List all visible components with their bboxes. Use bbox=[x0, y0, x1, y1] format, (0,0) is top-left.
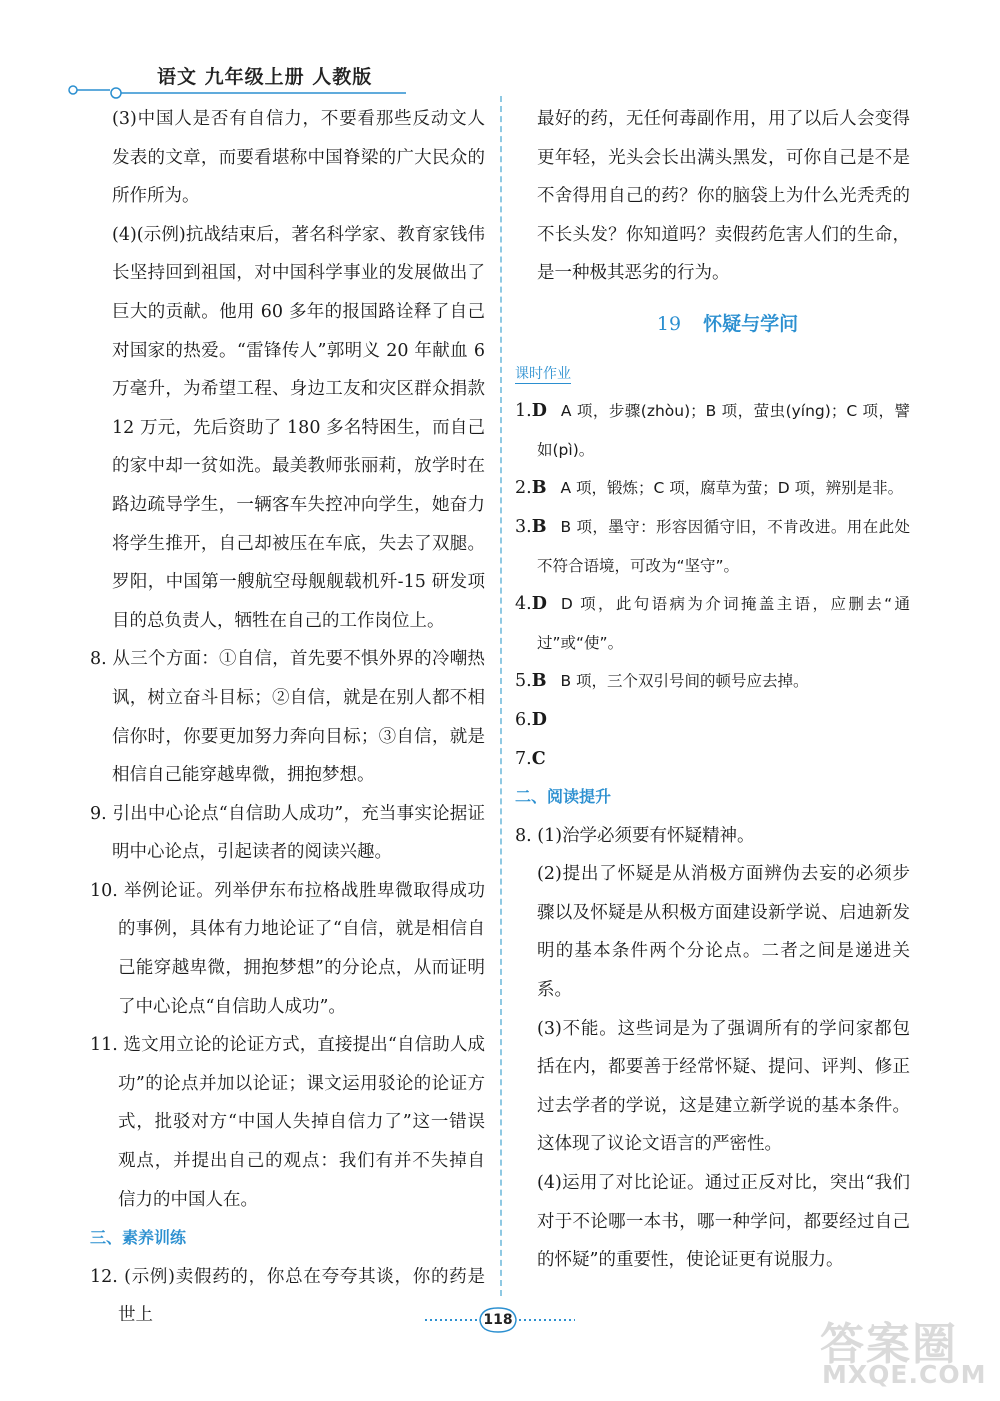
page-number-badge bbox=[425, 1306, 575, 1338]
answer-letter: C bbox=[531, 748, 546, 769]
mc-answer-6 bbox=[515, 701, 910, 740]
answer-letter: D bbox=[531, 401, 547, 422]
watermark-logo bbox=[820, 1308, 995, 1393]
reading-answer-8-4: (4)运用了对比论证。通过正反对比，突出“我们对于不论哪一本书，哪一种学问，都要经过自己的怀疑”的重要性，使论证更有说服力。 bbox=[537, 1173, 910, 1271]
answer-number: 4. bbox=[515, 594, 532, 615]
mc-answer-7 bbox=[515, 740, 910, 779]
homework-tag: 课时作业 bbox=[515, 365, 571, 382]
answer-explanation: A 项，锻炼；C 项，腐草为萤；D 项，辨别是非。 bbox=[560, 479, 904, 498]
answer-number: 6. bbox=[515, 709, 532, 730]
answer-9: 9. 引出中心论点“自信助人成功”，充当事实论据证明中心论点，引起读者的阅读兴趣。 bbox=[90, 803, 485, 863]
answer-letter: B bbox=[531, 478, 547, 499]
lesson-name: 怀疑与学问 bbox=[703, 312, 799, 335]
right-column bbox=[515, 100, 910, 1280]
watermark-text: 答案圈 bbox=[820, 1319, 958, 1370]
answer-number: 2. bbox=[515, 478, 532, 499]
answer-number: 5. bbox=[515, 671, 532, 692]
answer-7-3: (3)中国人是否有自信力，不要看那些反动文人发表的文章，而要看堪称中国脊梁的广大民众的所作所为。 bbox=[112, 109, 485, 207]
watermark-url: MXQE.COM bbox=[822, 1360, 987, 1389]
answer-explanation: A 项，步骤(zhòu)；B 项，萤虫(yíng)；C 项，譬如(pì)。 bbox=[537, 402, 910, 459]
answer-number: 1. bbox=[515, 401, 532, 422]
answer-letter: B bbox=[531, 671, 547, 692]
answer-explanation: B 项，三个双引号间的顿号应去掉。 bbox=[560, 672, 809, 691]
reading-answer-8-2: (2)提出了怀疑是从消极方面辨伪去妄的必须步骤以及怀疑是从积极方面建设新学说、启迪新发明的基本条件两个分论点。二者之间是递进关系。 bbox=[537, 864, 910, 1001]
answer-8: 8. 从三个方面：①自信，首先要不惧外界的冷嘲热讽，树立奋斗目标；②自信，就是在别人都不相信你时，你要更加努力奔向目标；③自信，就是相信自己能穿越卑微，拥抱梦想。 bbox=[90, 649, 485, 786]
mc-answer-2 bbox=[515, 469, 910, 508]
answer-12-continued: 最好的药，无任何毒副作用，用了以后人会变得更年轻，光头会长出满头黑发，可你自己是不是不舍得用自己的药？你的脑袋上为什么光秃秃的不长头发？你知道吗？卖假药危害人们的生命，是一种极其恶劣的行为。 bbox=[537, 109, 910, 284]
mc-answer-4 bbox=[515, 585, 910, 662]
answer-10: 10. 举例论证。列举伊东布拉格战胜卑微取得成功的事例，具体有力地论证了“自信，就是相信自己能穿越卑微，拥抱梦想”的分论点，从而证明了中心论点“自信助人成功”。 bbox=[90, 880, 485, 1017]
answer-letter: B bbox=[531, 516, 547, 537]
column-divider bbox=[500, 96, 502, 1296]
lesson-title bbox=[515, 305, 910, 344]
mc-answer-3 bbox=[515, 508, 910, 585]
page-number: 118 bbox=[483, 1312, 513, 1328]
section-heading-2: 二、阅读提升 bbox=[515, 787, 612, 807]
answer-explanation: D 项，此句语病为介词掩盖主语，应删去“通过”或“使”。 bbox=[537, 595, 910, 652]
lesson-number: 19 bbox=[656, 312, 682, 335]
answer-number: 7. bbox=[515, 748, 532, 769]
reading-answer-8-3: (3)不能。这些词是为了强调所有的学问家都包括在内，都要善于经常怀疑、提问、评判、修正过去学者的学说，这是建立新学说的基本条件。这体现了议论文语言的严密性。 bbox=[537, 1018, 910, 1155]
answer-11: 11. 选文用立论的论证方式，直接提出“自信助人成功”的论点并加以论证；课文运用驳论的论证方式，批驳对方“中国人失掉自信力了”这一错误观点，并提出自己的观点：我们有并不失掉自信力的中国人在。 bbox=[90, 1035, 485, 1210]
answer-7-4: (4)(示例)抗战结束后，著名科学家、教育家钱伟长坚持回到祖国，对中国科学事业的发展做出了巨大的贡献。他用 60 多年的报国路诠释了自己对国家的热爱。“雷锋传人”郭明义 20 年献血 6 万毫升，为希望工程、身边工友和灾区群众捐款 12 万元，先后资助了 180 多名特困生，而自己的家中却一贫如洗。最美教师张丽莉，放学时在路边疏导学生，一辆客车失控冲向学生，她奋力将学生推开，自己却被压在车底，失去了双腿。罗阳，中国第一艘航空母舰舰载机歼-15 研发项目的总负责人，牺牲在自己的工作岗位上。 bbox=[112, 224, 485, 631]
reading-answer-8-1: 8. (1)治学必须要有怀疑精神。 bbox=[515, 825, 755, 846]
answer-explanation: B 项，墨守：形容因循守旧，不肯改进。用在此处不符合语境，可改为“坚守”。 bbox=[537, 517, 910, 575]
header-rule bbox=[66, 82, 406, 100]
answer-number: 3. bbox=[515, 516, 532, 537]
mc-answer-1 bbox=[515, 392, 910, 469]
section-heading-3: 三、素养训练 bbox=[90, 1228, 187, 1248]
header-title: 语文 九年级上册 人教版 bbox=[157, 66, 373, 88]
mc-answer-5 bbox=[515, 662, 910, 701]
answer-letter: D bbox=[531, 594, 547, 615]
answer-12: 12. (示例)卖假药的，你总在夸夸其谈，你的药是世上 bbox=[90, 1266, 485, 1326]
answer-letter: D bbox=[531, 709, 547, 730]
left-column bbox=[90, 100, 485, 1335]
